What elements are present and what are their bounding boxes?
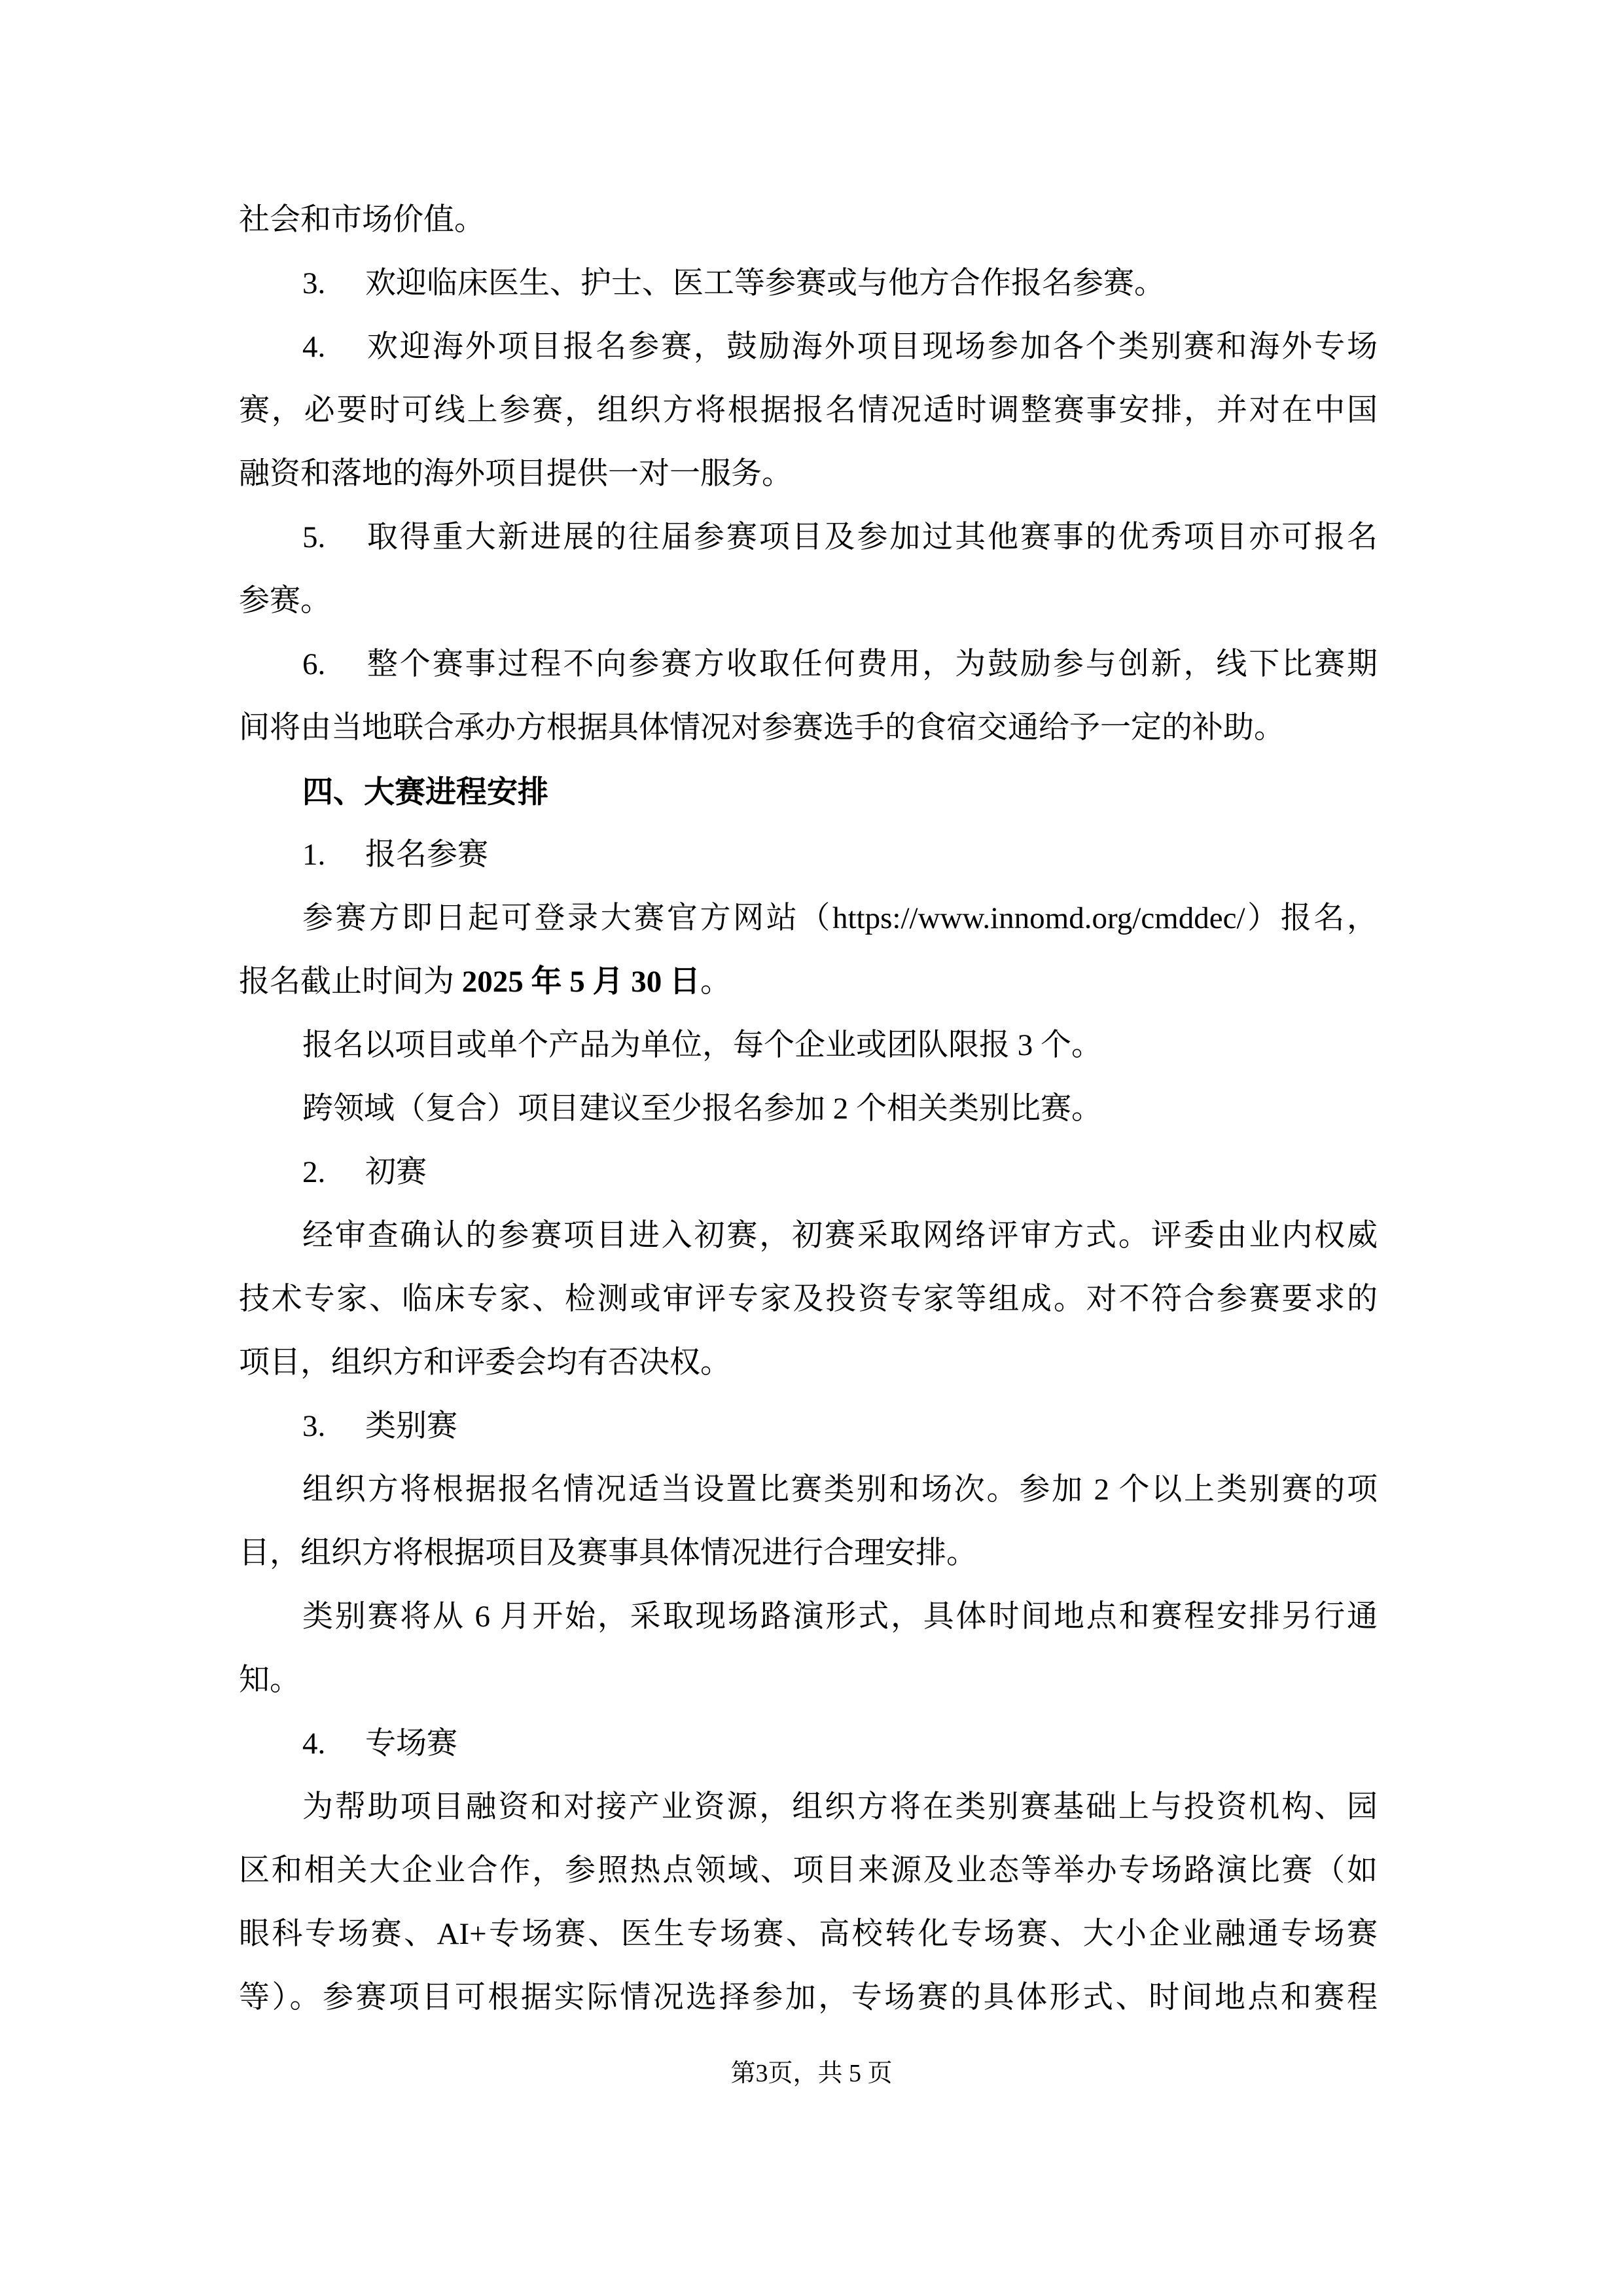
list-number: 1.: [302, 838, 326, 872]
paragraph-text: 参赛方即日起可登录大赛官方网站（: [302, 901, 832, 935]
list-number: 3.: [302, 266, 326, 300]
document-body: [239, 188, 1378, 2030]
paragraph-line: 融资和落地的海外项目提供一对一服务。: [239, 457, 793, 491]
paragraph-line: [239, 950, 1378, 1014]
paragraph-line: 跨领域（复合）项目建议至少报名参加 2 个相关类别比赛。: [302, 1092, 1102, 1126]
list-number: 5.: [302, 520, 326, 554]
paragraph-line: 社会和市场价值。: [239, 203, 485, 237]
list-number: 2.: [302, 1155, 326, 1189]
list-item-line: [239, 315, 1378, 379]
page-footer: [0, 2054, 1623, 2093]
paragraph-line: 为帮助项目融资和对接产业资源，组织方将在类别赛基础上与投资机构、园: [302, 1790, 1378, 1824]
paragraph-line: 报名以项目或单个产品为单位，每个企业或团队限报 3 个。: [302, 1028, 1102, 1062]
list-text: 欢迎海外项目报名参赛，鼓励海外项目现场参加各个类别赛和海外专场: [365, 330, 1378, 364]
list-number: 4.: [302, 1727, 326, 1761]
list-item-line: [239, 252, 1378, 315]
paragraph-line: 项目，组织方和评委会均有否决权。: [239, 1346, 731, 1380]
paragraph-line: 组织方将根据报名情况适当设置比赛类别和场次。参加 2 个以上类别赛的项: [302, 1473, 1378, 1507]
list-item-line: [239, 1141, 1378, 1204]
section-heading: 四、大赛进程安排: [302, 774, 548, 809]
list-item-line: [239, 506, 1378, 569]
paragraph-line: 等）。参赛项目可根据实际情况选择参加，专场赛的具体形式、时间地点和赛程: [239, 1981, 1378, 2015]
list-text: 报名参赛: [365, 838, 488, 872]
list-item-line: [239, 1395, 1378, 1458]
list-number: 4.: [302, 330, 326, 364]
paragraph-line: 间将由当地联合承办方根据具体情况对参赛选手的食宿交通给予一定的补助。: [239, 711, 1285, 745]
paragraph-line: 区和相关大企业合作，参照热点领域、项目来源及业态等举办专场路演比赛（如: [239, 1854, 1378, 1888]
paragraph-line: 赛，必要时可线上参赛，组织方将根据报名情况适时调整赛事安排，并对在中国: [239, 393, 1378, 427]
list-text: 专场赛: [365, 1727, 457, 1761]
paragraph-line: 技术专家、临床专家、检测或审评专家及投资专家等组成。对不符合参赛要求的: [239, 1282, 1378, 1316]
paragraph-line: 类别赛将从 6 月开始，采取现场路演形式，具体时间地点和赛程安排另行通: [302, 1600, 1378, 1634]
paragraph-line: 目，组织方将根据项目及赛事具体情况进行合理安排。: [239, 1536, 977, 1570]
competition-website-url: https://www.innomd.org/cmddec/: [832, 901, 1245, 935]
paragraph-line: 参赛。: [239, 584, 331, 618]
list-number: 6.: [302, 647, 326, 681]
paragraph-line: 经审查确认的参赛项目进入初赛，初赛采取网络评审方式。评委由业内权威: [302, 1219, 1378, 1253]
paragraph-text: ）报名，: [1245, 901, 1378, 935]
paragraph-text: 报名截止时间为: [239, 965, 462, 999]
list-number: 3.: [302, 1409, 326, 1443]
list-text: 取得重大新进展的往届参赛项目及参加过其他赛事的优秀项目亦可报名: [365, 520, 1378, 554]
paragraph-text: 。: [700, 965, 731, 999]
paragraph-line: [239, 887, 1378, 950]
list-item-line: [239, 823, 1378, 887]
list-text: 类别赛: [365, 1409, 457, 1443]
list-text: 整个赛事过程不向参赛方收取任何费用，为鼓励参与创新，线下比赛期: [365, 647, 1378, 681]
list-item-line: [239, 633, 1378, 696]
page-number: 第3页，共 5 页: [730, 2060, 893, 2087]
list-text: 初赛: [365, 1155, 427, 1189]
list-item-line: [239, 1712, 1378, 1776]
list-text: 欢迎临床医生、护士、医工等参赛或与他方合作报名参赛。: [365, 266, 1165, 300]
registration-deadline-date: 2025 年 5 月 30 日: [461, 965, 700, 999]
paragraph-line: 眼科专场赛、AI+专场赛、医生专场赛、高校转化专场赛、大小企业融通专场赛: [239, 1917, 1378, 1951]
paragraph-line: 知。: [239, 1663, 300, 1697]
